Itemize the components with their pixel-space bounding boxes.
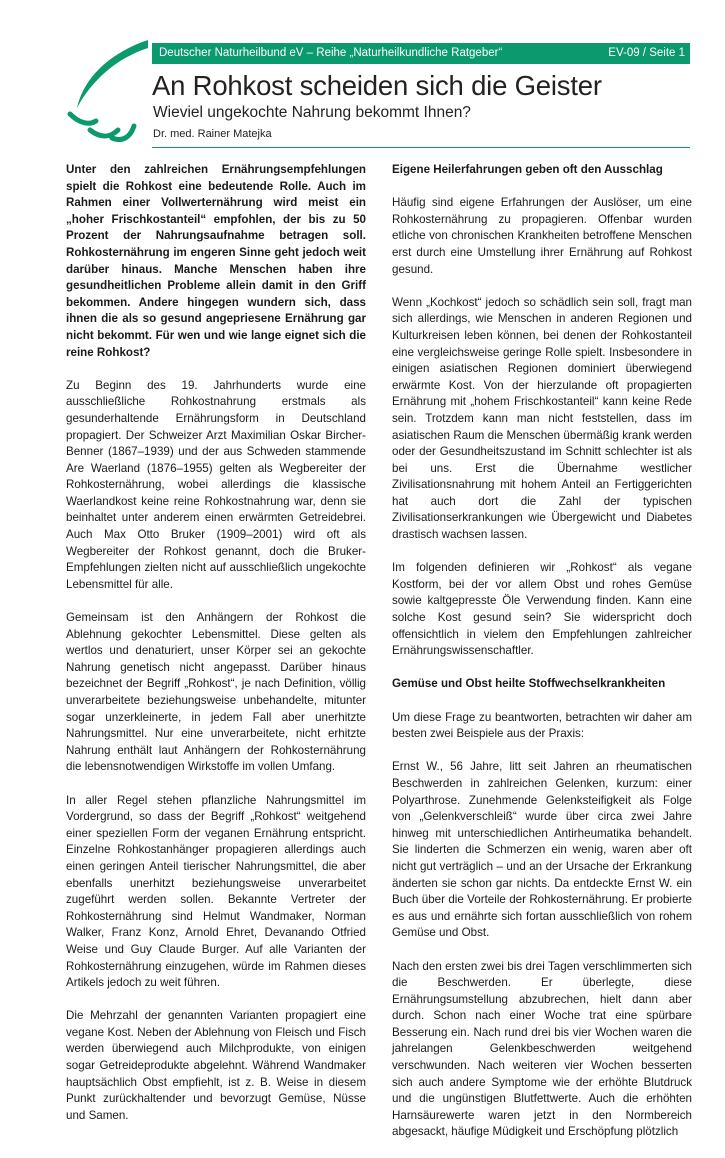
article-author: Dr. med. Rainer Matejka [153, 128, 272, 140]
page-number: EV-09 / Seite 1 [608, 47, 685, 59]
paragraph: Im folgenden definieren wir „Rohkost“ als vegane Kostform, bei der vor allem Obst und rohes Gemüse sowie kaltgepresste Öle Verwendung finden. Kann eine solche Kost gesund sein? Sie widerspricht doch offensichtlich in vielem den Empfehlungen zahlreicher Ernährungswissenschaftler. [392, 561, 692, 658]
paragraph: Die Mehrzahl der genannten Varianten propagiert eine vegane Kost. Neben der Ablehnung von Fleisch und Fisch werden überwiegend auch Milchprodukte, von einigen sogar Getreideprodukte abgelehnt. Während Wandmaker hauptsächlich Obst empfiehlt, ist z. B. Weise in diesem Punkt zurückhaltender und bevorzugt Gemüse, Nüsse und Samen. [66, 1009, 366, 1122]
article-title: An Rohkost scheiden sich die Geister [152, 70, 602, 101]
header-divider [152, 147, 690, 148]
paragraph: Zu Beginn des 19. Jahrhunderts wurde eine ausschließliche Rohkostnahrung erstmals als gesunderhaltende Ernährungsform in Deutschland propagiert. Der Schweizer Arzt Maximilian Oskar Bircher-Benner (1867–1939) und der aus Schweden stammende Are Waerland (1876–1955) gelten als Wegbereiter der Rohkosternährung, wobei allerdings die klassische Waerlandkost keine reine Rohkostnahrung war, denn sie beinhaltet unter anderem einen erwärmten Getreidebrei. Auch Max Otto Bruker (1909–2001) wird oft als Wegbereiter der Rohkost genannt, doch die Bruker-Empfehlungen zielten nicht auf ausschließlich ungekochte Lebensmittel für alle. [66, 378, 366, 591]
lead-paragraph: Unter den zahlreichen Ernährungsempfehlungen spielt die Rohkost eine bedeutende Rolle. Auch im Rahmen einer Vollwerternährung wird meist ein „hoher Frischkostanteil“ empfohlen, der bis zu 50 Prozent der Nahrungsaufnahme betragen soll. Rohkosternährung im engeren Sinne geht jedoch weit darüber hinaus. Manche Menschen haben ihre gesundheitlichen Probleme allein damit in den Griff bekommen. Andere hingegen wundern sich, dass ihnen die als so gesund angepriesene Ernährung gar nicht bekommt. Für wen und wie lange eignet sich die reine Rohkost? [66, 163, 366, 359]
series-title: Deutscher Naturheilbund eV – Reihe „Naturheilkundliche Ratgeber“ [159, 47, 503, 59]
paragraph: Nach den ersten zwei bis drei Tagen verschlimmerten sich die Beschwerden. Er überlegte, diese Ernährungsumstellung abzubrechen, hielt dann aber durch. Schon nach einer Woche trat eine spürbare Besserung ein. Nach rund drei bis vier Wochen waren die jahrelangen Gelenkbeschwerden weitgehend verschwunden. Nach weiteren vier Wochen besserten sich auch andere Symptome wie der erhöhte Blutdruck und die ungünstigen Blutfettwerte. Auch die erhöhten Harnsäurewerte waren jetzt in den Normbereich abgesackt, häufige Müdigkeit und Erschöpfung plötzlich [392, 959, 692, 1139]
section-heading: Eigene Heilerfahrungen geben oft den Ausschlag [392, 163, 663, 176]
paragraph: Häufig sind eigene Erfahrungen der Auslöser, um eine Rohkosternährung zu propagieren. Offenbar wurden etliche von chronischen Krankheiten betroffene Menschen erst durch eine Umstellung ihrer Ernährung auf Rohkost gesund. [392, 196, 692, 276]
naturheilbund-logo [62, 38, 152, 148]
paragraph: Um diese Frage zu beantworten, betrachten wir daher am besten zwei Beispiele aus der Praxis: [392, 710, 692, 741]
paragraph: Wenn „Kochkost“ jedoch so schädlich sein soll, fragt man sich allerdings, wie Menschen in anderen Regionen und Kulturkreisen leben können, bei denen der Rohkostanteil eine vergleichsweise geringe Rolle spielt. Insbesondere in einigen asiatischen Regionen dominiert überwiegend erwärmte Kost. Von der hierzulande oft propagierten Ernährung mit „hohem Frischkostanteil“ kann keine Rede sein. Trotzdem kann man nicht feststellen, dass im asiatischen Raum die Menschen übermäßig krank werden oder der Gesundheitszustand im Schnitt schlechter ist als bei uns. Erst die Übernahme westlicher Zivilisationsnahrung mit hohem Anteil an Fertiggerichten hat auch dort die Zahl der typischen Zivilisationserkrankungen wie Übergewicht und Diabetes drastisch wachsen lassen. [392, 295, 692, 542]
paragraph: In aller Regel stehen pflanzliche Nahrungsmittel im Vordergrund, so dass der Begriff „Rohkost“ weitgehend einer speziellen Form der veganen Ernährung entspricht. Einzelne Rohkostanhänger propagieren allerdings auch einen geringen Anteil tierischer Nahrungsmittel, die aber ebenfalls unerhitzt beziehungsweise unverarbeitet zugeführt werden sollen. Bekannte Vertreter der Rohkosternährung sind Helmut Wandmaker, Norman Walker, Franz Konz, Arnold Ehret, Devanando Otfried Weise und Guy Claude Burger. Auf alle Varianten der Rohkosternährung einzugehen, würde im Rahmen dieses Artikels jedoch zu weit führen. [66, 793, 366, 990]
section-heading: Gemüse und Obst heilte Stoffwechselkrankheiten [392, 677, 666, 691]
right-column [392, 162, 692, 1158]
series-header-band [152, 43, 690, 64]
paragraph: Ernst W., 56 Jahre, litt seit Jahren an rheumatischen Beschwerden in zahlreichen Gelenken, kurzum: einer Polyarthrose. Zunehmende Gelenksteifigkeit als Folge von „Gelenkverschleiß“ wurde über circa zwei Jahre hinweg mit unterschiedlichen Antirheumatika behandelt. Sie linderten die Schmerzen ein wenig, waren aber oft nicht gut verträglich – und an der Ursache der Erkrankung änderten sie schon gar nichts. Da entdeckte Ernst W. ein Buch über die Vorteile der Rohkosternährung. Er probierte es aus und ernährte sich fortan ausschließlich von rohem Gemüse und Obst. [392, 760, 692, 940]
paragraph: Gemeinsam ist den Anhängern der Rohkost die Ablehnung gekochter Lebensmittel. Diese gelten als wertlos und denaturiert, unser Körper sei an gekochte Nahrung genetisch nicht angepasst. Darüber hinaus bezeichnet der Begriff „Rohkost“, je nach Definition, völlig unverarbeitete beziehungsweise unbehandelte, mitunter sogar unzerkleinerte, in jedem Fall aber unerhitzte Nahrungsmittel. Nur eine unverarbeitete, nicht erhitzte Nahrung enthält laut Anhängern der Rohkosternährung die lebensnotwendigen Wirkstoffe im vollen Umfang. [66, 611, 366, 774]
article-subtitle: Wieviel ungekochte Nahrung bekommt Ihnen? [153, 104, 471, 121]
left-column [66, 162, 366, 1141]
